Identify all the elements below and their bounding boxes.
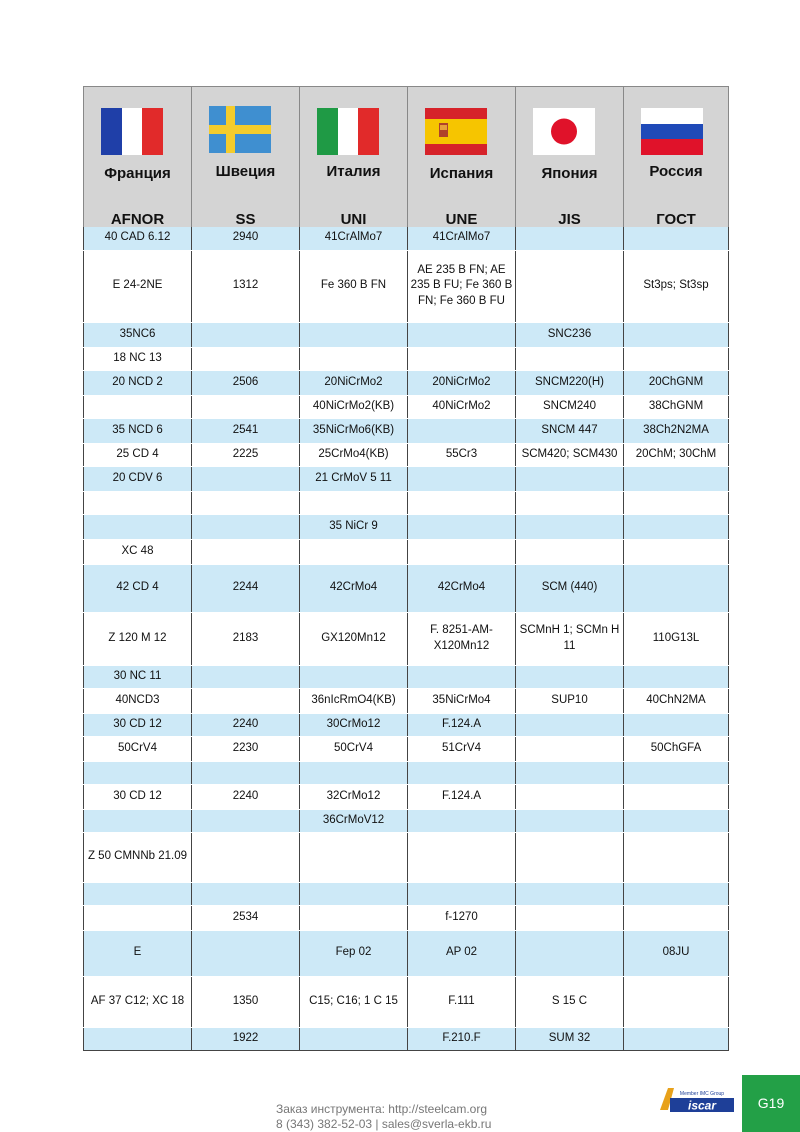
table-cell <box>516 882 624 905</box>
table-cell: St3ps; St3sp <box>624 250 729 322</box>
table-cell: 20NiCrMo2 <box>408 370 516 395</box>
footer-phone-email[interactable]: 8 (343) 382-52-03 | sales@sverla-ekb.ru <box>276 1117 492 1131</box>
table-cell: E 24-2NE <box>84 250 192 322</box>
table-cell: 25 CD 4 <box>84 443 192 466</box>
italy-flag-icon <box>317 108 379 155</box>
table-cell: E <box>84 930 192 976</box>
standard-name: ГОСТ <box>656 211 696 228</box>
table-cell <box>624 761 729 784</box>
standard-name: JIS <box>558 211 581 228</box>
table-cell: 1312 <box>192 250 300 322</box>
table-cell <box>192 347 300 370</box>
table-cell: 2940 <box>192 227 300 250</box>
table-cell: 1922 <box>192 1027 300 1050</box>
table-cell: S 15 C <box>516 976 624 1027</box>
table-cell <box>624 882 729 905</box>
table-cell <box>300 905 408 930</box>
table-cell: 35 NiCr 9 <box>300 514 408 539</box>
table-row <box>84 905 729 930</box>
table-cell: 21 CrMoV 5 11 <box>300 466 408 491</box>
table-cell <box>192 491 300 514</box>
table-row <box>84 761 729 784</box>
logo-subtitle: Member IMC Group <box>679 1091 725 1097</box>
table-cell: SNCM 447 <box>516 418 624 443</box>
table-cell <box>624 347 729 370</box>
table-cell: SUM 32 <box>516 1027 624 1050</box>
table-cell <box>516 905 624 930</box>
table-cell: 38ChGNM <box>624 395 729 418</box>
table-cell <box>408 809 516 832</box>
table-cell: 110G13L <box>624 612 729 665</box>
table-cell <box>624 784 729 809</box>
table-cell: AP 02 <box>408 930 516 976</box>
table-cell <box>300 539 408 564</box>
table-cell <box>84 905 192 930</box>
table-cell <box>192 466 300 491</box>
table-cell <box>192 322 300 347</box>
table-cell: 2240 <box>192 713 300 736</box>
country-name: Швеция <box>215 163 276 180</box>
france-flag-icon <box>101 108 163 155</box>
table-cell <box>408 761 516 784</box>
table-cell <box>300 882 408 905</box>
table-cell <box>192 688 300 713</box>
table-row <box>84 395 729 418</box>
table-row <box>84 809 729 832</box>
table-cell: 40NiCrMo2 <box>408 395 516 418</box>
table-cell <box>192 514 300 539</box>
table-cell <box>516 930 624 976</box>
table-cell <box>408 466 516 491</box>
table-cell: SNCM240 <box>516 395 624 418</box>
table-cell: 2541 <box>192 418 300 443</box>
table-cell <box>624 1027 729 1050</box>
table-cell: 40 CAD 6.12 <box>84 227 192 250</box>
table-cell: F.124.A <box>408 784 516 809</box>
table-cell <box>516 784 624 809</box>
table-cell <box>408 322 516 347</box>
table-cell <box>408 832 516 882</box>
table-cell <box>624 809 729 832</box>
table-row <box>84 418 729 443</box>
table-body <box>84 227 729 1050</box>
country-name: Россия <box>649 163 703 180</box>
table-cell <box>300 832 408 882</box>
table-cell: 40ChN2MA <box>624 688 729 713</box>
table-row <box>84 370 729 395</box>
table-cell: 50ChGFA <box>624 736 729 761</box>
table-cell: 2183 <box>192 612 300 665</box>
spain-flag-icon <box>425 108 487 155</box>
table-cell <box>300 665 408 688</box>
table-cell: 1350 <box>192 976 300 1027</box>
table-cell <box>408 539 516 564</box>
table-cell <box>192 665 300 688</box>
page-number-badge: G19 <box>742 1075 800 1132</box>
table-row <box>84 736 729 761</box>
table-cell <box>516 466 624 491</box>
table-row <box>84 713 729 736</box>
table-cell: 2230 <box>192 736 300 761</box>
standard-name: UNI <box>340 211 367 228</box>
table-cell <box>624 564 729 612</box>
table-cell <box>408 418 516 443</box>
table-cell <box>516 832 624 882</box>
table-cell <box>84 1027 192 1050</box>
table-cell: F.124.A <box>408 713 516 736</box>
table-row <box>84 250 729 322</box>
table-cell: Fep 02 <box>300 930 408 976</box>
table-cell <box>84 882 192 905</box>
table-cell <box>408 347 516 370</box>
table-row <box>84 491 729 514</box>
table-row <box>84 688 729 713</box>
table-cell <box>84 491 192 514</box>
table-cell: SUP10 <box>516 688 624 713</box>
table-cell <box>300 322 408 347</box>
country-name: Япония <box>541 165 598 182</box>
table-cell <box>516 761 624 784</box>
table-cell: 2240 <box>192 784 300 809</box>
table-cell: 42 CD 4 <box>84 564 192 612</box>
header-spain <box>408 87 516 228</box>
table-cell <box>408 665 516 688</box>
steel-grade-comparison-table <box>83 86 729 1051</box>
table-row <box>84 466 729 491</box>
table-cell: 32CrMo12 <box>300 784 408 809</box>
table-row <box>84 1027 729 1050</box>
table-cell: 50CrV4 <box>300 736 408 761</box>
country-name: Италия <box>326 163 381 180</box>
steel-grade-table-container <box>83 86 728 1051</box>
table-cell <box>516 713 624 736</box>
table-cell <box>624 514 729 539</box>
table-cell: XC 48 <box>84 539 192 564</box>
table-cell <box>408 514 516 539</box>
table-cell: C15; C16; 1 C 15 <box>300 976 408 1027</box>
table-cell <box>516 736 624 761</box>
table-row <box>84 976 729 1027</box>
table-header-row <box>84 87 729 228</box>
table-cell <box>624 665 729 688</box>
table-cell <box>624 713 729 736</box>
table-cell: 20ChM; 30ChM <box>624 443 729 466</box>
table-cell <box>84 514 192 539</box>
table-cell: 20 CDV 6 <box>84 466 192 491</box>
table-cell: 42CrMo4 <box>300 564 408 612</box>
table-cell <box>84 395 192 418</box>
table-cell <box>516 809 624 832</box>
table-cell <box>408 882 516 905</box>
table-cell <box>192 930 300 976</box>
table-row <box>84 322 729 347</box>
footer-contacts <box>276 1102 491 1132</box>
table-cell: 2244 <box>192 564 300 612</box>
table-cell <box>192 882 300 905</box>
table-cell <box>516 491 624 514</box>
table-row <box>84 612 729 665</box>
table-cell: 36nIcRmO4(KB) <box>300 688 408 713</box>
table-cell: 50CrV4 <box>84 736 192 761</box>
table-cell: SNCM220(H) <box>516 370 624 395</box>
country-name: Испания <box>429 165 494 182</box>
iscar-logo <box>658 1080 736 1116</box>
table-cell <box>624 832 729 882</box>
table-row <box>84 347 729 370</box>
table-cell <box>624 227 729 250</box>
table-cell: Z 120 M 12 <box>84 612 192 665</box>
table-cell <box>516 227 624 250</box>
header-italy <box>300 87 408 228</box>
table-row <box>84 514 729 539</box>
table-cell <box>84 809 192 832</box>
table-row <box>84 564 729 612</box>
table-cell <box>516 665 624 688</box>
table-cell: AF 37 C12; XC 18 <box>84 976 192 1027</box>
table-cell: AE 235 B FN; AE 235 B FU; Fe 360 B FN; Fe 360 B FU <box>408 250 516 322</box>
table-cell: 30CrMo12 <box>300 713 408 736</box>
table-cell: 40NCD3 <box>84 688 192 713</box>
header-japan <box>516 87 624 228</box>
table-cell: 20ChGNM <box>624 370 729 395</box>
table-cell: 35NiCrMo6(KB) <box>300 418 408 443</box>
table-cell <box>624 976 729 1027</box>
table-cell <box>192 809 300 832</box>
table-cell: 55Cr3 <box>408 443 516 466</box>
table-row <box>84 930 729 976</box>
table-cell: 25CrMo4(KB) <box>300 443 408 466</box>
table-cell: F. 8251-AM-X120Mn12 <box>408 612 516 665</box>
table-cell: 08JU <box>624 930 729 976</box>
table-cell: SCM420; SCM430 <box>516 443 624 466</box>
header-france <box>84 87 192 228</box>
table-cell: Fe 360 B FN <box>300 250 408 322</box>
table-cell: GX120Mn12 <box>300 612 408 665</box>
table-cell: 2534 <box>192 905 300 930</box>
table-cell <box>300 761 408 784</box>
standard-name: SS <box>235 211 256 228</box>
table-cell <box>300 1027 408 1050</box>
table-cell <box>300 491 408 514</box>
table-cell <box>624 539 729 564</box>
russia-flag-icon <box>641 108 703 155</box>
table-cell: 2225 <box>192 443 300 466</box>
table-row <box>84 832 729 882</box>
table-cell <box>408 491 516 514</box>
table-cell: F.111 <box>408 976 516 1027</box>
table-cell <box>624 466 729 491</box>
table-row <box>84 539 729 564</box>
table-row <box>84 882 729 905</box>
table-cell: 30 NC 11 <box>84 665 192 688</box>
table-cell: f-1270 <box>408 905 516 930</box>
table-cell: F.210.F <box>408 1027 516 1050</box>
table-cell <box>192 395 300 418</box>
table-cell: Z 50 CMNNb 21.09 <box>84 832 192 882</box>
table-cell: 30 CD 12 <box>84 784 192 809</box>
logo-wordmark: iscar <box>687 1098 717 1113</box>
table-cell: 20NiCrMo2 <box>300 370 408 395</box>
table-cell <box>192 832 300 882</box>
table-cell: 51CrV4 <box>408 736 516 761</box>
table-row <box>84 227 729 250</box>
table-cell: 2506 <box>192 370 300 395</box>
table-cell: 18 NC 13 <box>84 347 192 370</box>
table-cell <box>624 491 729 514</box>
table-row <box>84 784 729 809</box>
japan-flag-icon <box>533 108 595 155</box>
table-cell: 36CrMoV12 <box>300 809 408 832</box>
table-cell: 40NiCrMo2(KB) <box>300 395 408 418</box>
table-cell: 41CrAlMo7 <box>408 227 516 250</box>
header-russia <box>624 87 729 228</box>
table-cell <box>192 539 300 564</box>
table-cell <box>516 539 624 564</box>
table-row <box>84 443 729 466</box>
table-cell: 42CrMo4 <box>408 564 516 612</box>
table-cell <box>516 514 624 539</box>
table-cell <box>516 250 624 322</box>
table-cell <box>192 761 300 784</box>
standard-name: AFNOR <box>110 211 165 228</box>
table-cell: SNC236 <box>516 322 624 347</box>
table-cell: 35NiCrMo4 <box>408 688 516 713</box>
country-name: Франция <box>104 165 171 182</box>
table-cell: 20 NCD 2 <box>84 370 192 395</box>
table-cell: 38Ch2N2MA <box>624 418 729 443</box>
header-sweden <box>192 87 300 228</box>
table-cell: SCMnH 1; SCMn H 11 <box>516 612 624 665</box>
table-cell: SCM (440) <box>516 564 624 612</box>
table-cell <box>516 347 624 370</box>
table-cell <box>84 761 192 784</box>
table-cell: 35NC6 <box>84 322 192 347</box>
table-cell: 35 NCD 6 <box>84 418 192 443</box>
standard-name: UNE <box>445 211 478 228</box>
footer-order-link[interactable]: Заказ инструмента: http://steelcam.org <box>276 1102 488 1116</box>
table-cell <box>300 347 408 370</box>
table-cell <box>624 905 729 930</box>
table-cell <box>624 322 729 347</box>
sweden-flag-icon <box>209 106 271 153</box>
table-row <box>84 665 729 688</box>
table-cell: 30 CD 12 <box>84 713 192 736</box>
table-cell: 41CrAlMo7 <box>300 227 408 250</box>
